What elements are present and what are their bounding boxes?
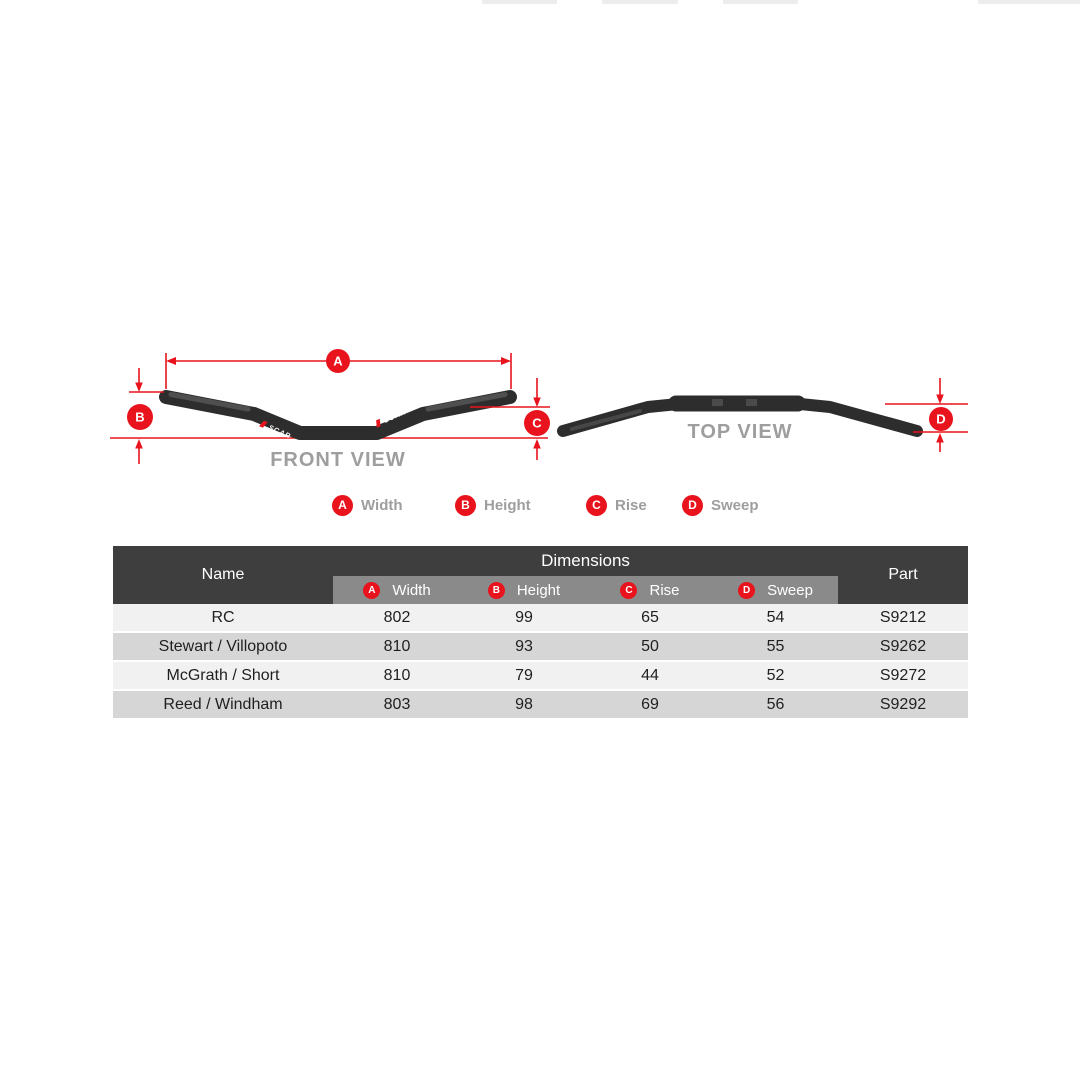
- clamp-mark: [746, 399, 757, 406]
- spec-table: [113, 546, 968, 720]
- subheader-label: Width: [392, 581, 431, 599]
- subheader-label: Height: [516, 581, 561, 599]
- dimension-a-badge: [326, 349, 350, 373]
- cell-rise: 44: [641, 666, 659, 684]
- dimension-c-badge: C: [586, 495, 607, 516]
- legend-item-sweep: [682, 494, 759, 516]
- table-row: [113, 604, 968, 633]
- legend-label: Height: [484, 496, 531, 514]
- arrowhead: [533, 439, 541, 449]
- cell-sweep: 56: [766, 695, 785, 713]
- top-edge-fragment: [723, 0, 798, 4]
- subheader-label: Rise: [649, 581, 680, 599]
- top-edge-fragment: [482, 0, 557, 4]
- cell-name: Reed / Windham: [163, 695, 283, 713]
- dimension-a-badge: A: [332, 495, 353, 516]
- dimension-a-badge: A: [363, 582, 380, 599]
- table-row: [113, 691, 968, 720]
- cell-name: Stewart / Villopoto: [158, 637, 288, 655]
- arrowhead: [135, 439, 143, 449]
- svg-text:D: D: [936, 411, 946, 427]
- front-view-handlebar: [166, 395, 510, 441]
- dimension-d-badge: [929, 407, 953, 431]
- svg-text:SCAR: SCAR: [267, 424, 292, 441]
- svg-text:C: C: [532, 415, 542, 431]
- top-view-label: TOP VIEW: [687, 421, 793, 443]
- legend-item-width: [332, 494, 403, 516]
- top-edge-fragment: [978, 0, 1080, 4]
- cell-part: S9292: [879, 695, 927, 713]
- cell-width: 810: [383, 666, 411, 684]
- cell-height: 98: [515, 695, 533, 713]
- cell-sweep: 55: [766, 637, 785, 655]
- cell-rise: 69: [641, 695, 659, 713]
- arrowhead: [166, 357, 176, 365]
- dimension-c-badge: C: [620, 582, 637, 599]
- handlebar-diagram: [0, 330, 1080, 500]
- top-edge-fragment: [602, 0, 678, 4]
- dimension-b-badge: B: [455, 495, 476, 516]
- legend-label: Rise: [615, 496, 647, 514]
- arrowhead: [533, 398, 541, 408]
- column-header-width: [333, 576, 461, 604]
- column-header-name: Name: [113, 546, 333, 604]
- dimension-d-lines: [885, 378, 968, 452]
- svg-text:SCAR: SCAR: [382, 408, 408, 425]
- cell-height: 93: [515, 637, 533, 655]
- legend-label: Sweep: [711, 496, 759, 514]
- cell-part: S9212: [879, 608, 927, 626]
- column-header-sweep: [713, 576, 838, 604]
- cell-part: S9272: [879, 666, 927, 684]
- cell-sweep: 52: [766, 666, 785, 684]
- svg-text:A: A: [333, 353, 343, 369]
- cell-height: 79: [515, 666, 533, 684]
- cell-name: McGrath / Short: [166, 666, 280, 684]
- table-header: [113, 546, 968, 604]
- dimension-legend: [0, 494, 1080, 518]
- arrowhead: [936, 433, 944, 443]
- legend-label: Width: [361, 496, 403, 514]
- cell-width: 803: [383, 695, 411, 713]
- table-row: [113, 662, 968, 691]
- column-header-rise: [587, 576, 713, 604]
- dimension-d-badge: D: [738, 582, 755, 599]
- legend-item-rise: [586, 494, 647, 516]
- subheader-label: Sweep: [767, 581, 813, 599]
- column-header-part: Part: [838, 546, 968, 604]
- legend-item-height: [455, 494, 531, 516]
- cell-width: 810: [383, 637, 411, 655]
- cell-name: RC: [211, 608, 235, 626]
- dimension-c-badge: [524, 410, 550, 436]
- cell-height: 99: [515, 608, 533, 626]
- dimension-d-badge: D: [682, 495, 703, 516]
- cell-sweep: 54: [766, 608, 785, 626]
- cell-part: S9262: [879, 637, 927, 655]
- svg-text:B: B: [135, 409, 145, 425]
- front-view-label: FRONT VIEW: [270, 449, 406, 471]
- arrowhead: [936, 395, 944, 405]
- arrowhead: [135, 383, 143, 393]
- cell-rise: 65: [641, 608, 659, 626]
- column-header-dimensions: Dimensions: [333, 546, 838, 576]
- dimension-b-badge: B: [488, 582, 505, 599]
- arrowhead: [501, 357, 511, 365]
- cell-rise: 50: [641, 637, 659, 655]
- dimension-b-badge: [127, 404, 153, 430]
- table-row: [113, 633, 968, 662]
- column-header-height: [461, 576, 587, 604]
- cell-width: 802: [383, 608, 411, 626]
- clamp-mark: [712, 399, 723, 406]
